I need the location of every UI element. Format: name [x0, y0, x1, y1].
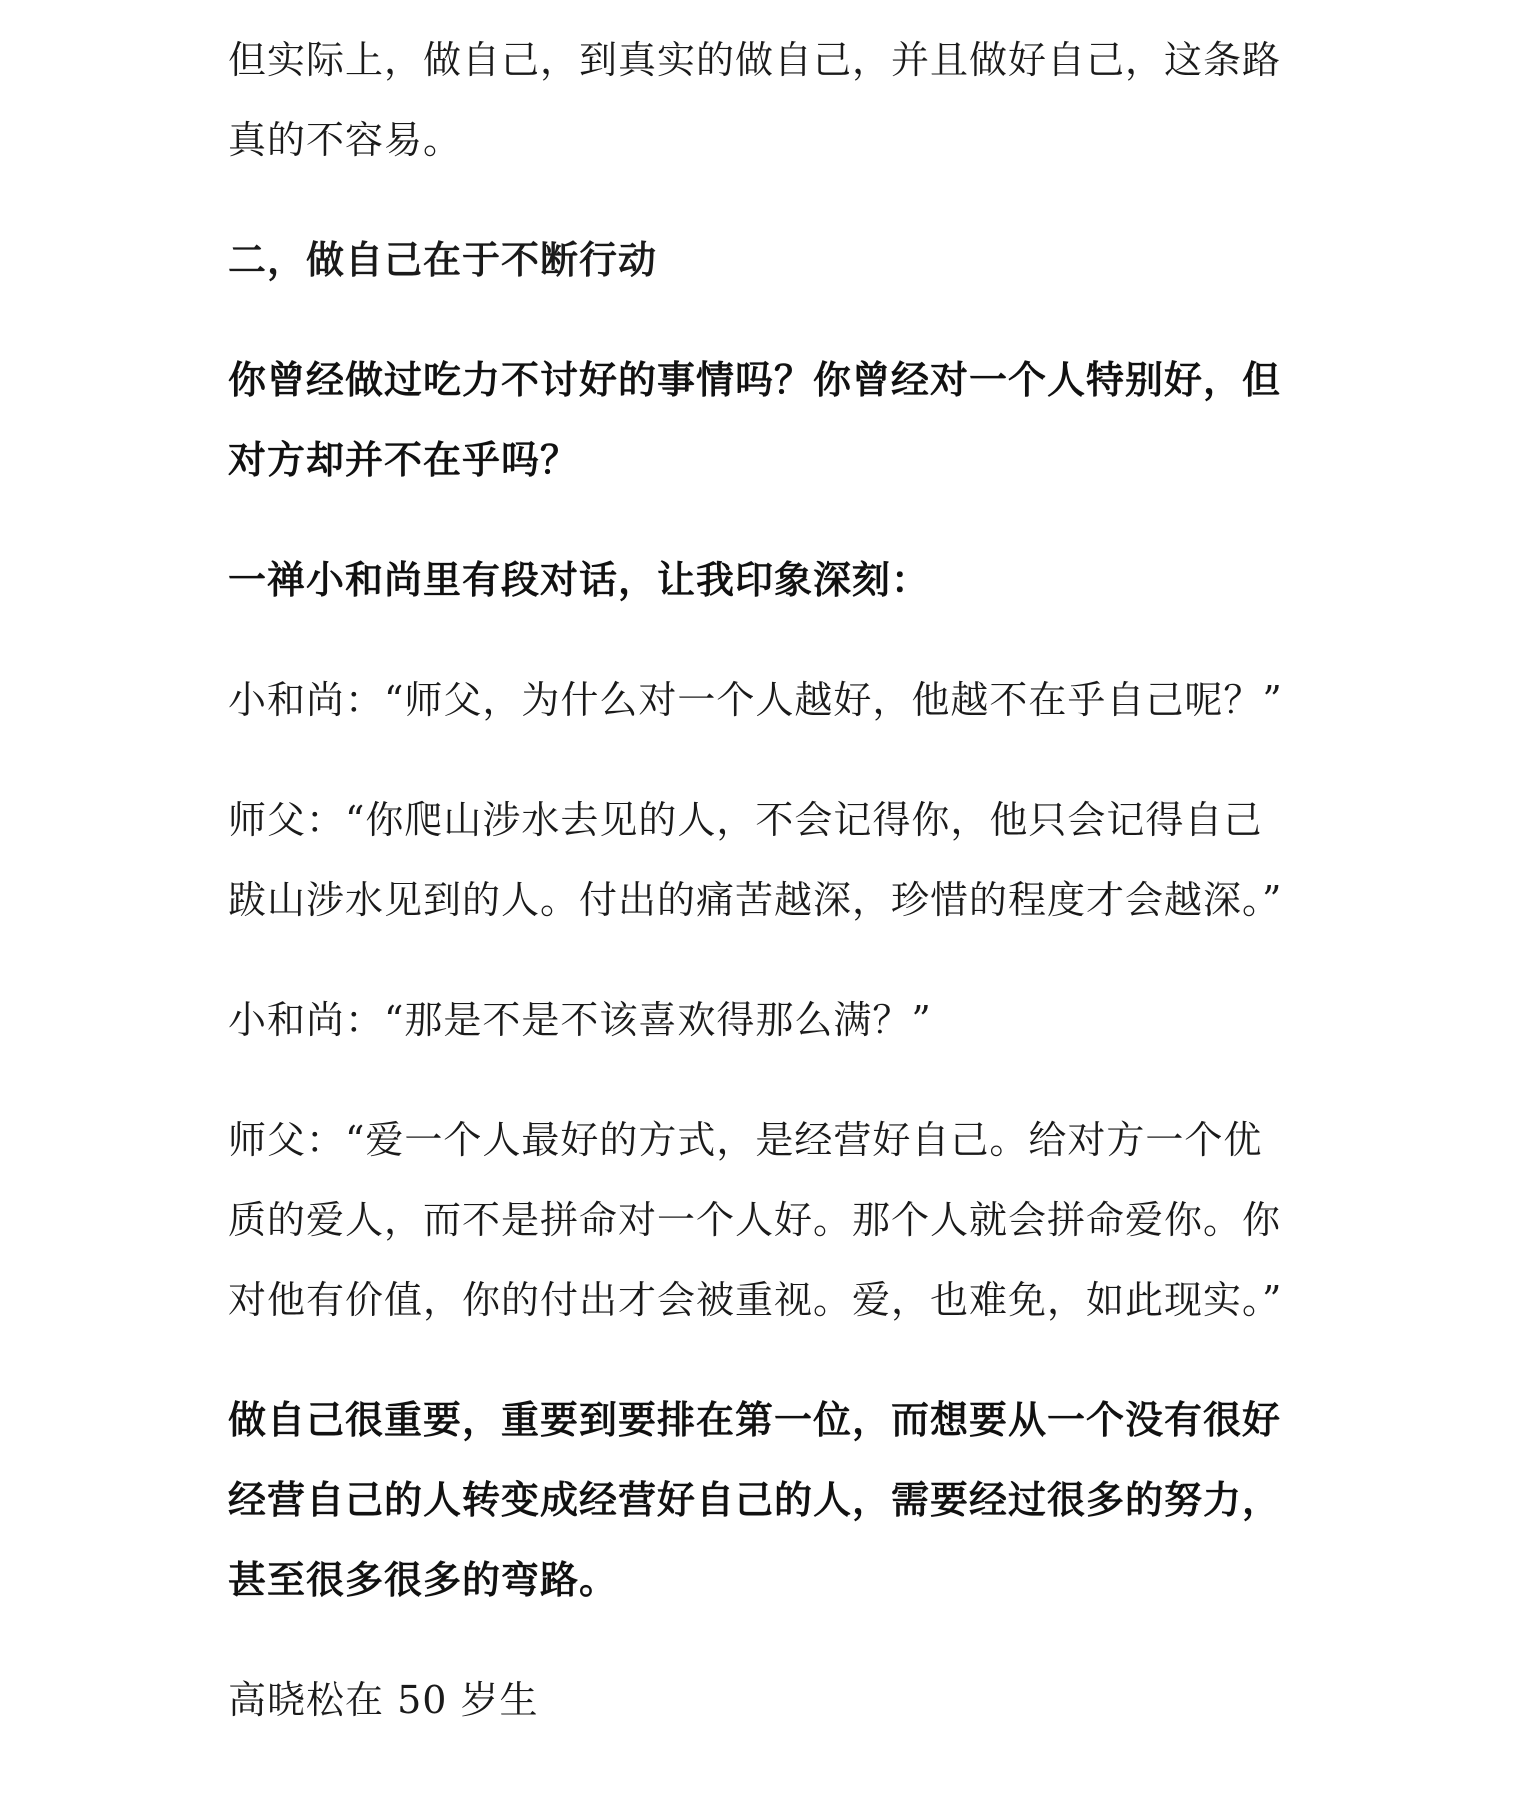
- paragraph: 但实际上，做自己，到真实的做自己，并且做好自己，这条路真的不容易。: [228, 38, 1282, 162]
- dialogue-line: 师父：“爱一个人最好的方式，是经营好自己。给对方一个优质的爱人，而不是拼命对一个人好。那个人就会拼命爱你。你对他有价值，你的付出才会被重视。爱，也难免，如此现实。”: [228, 1118, 1283, 1322]
- dialogue-line: 小和尚：“师父，为什么对一个人越好，他越不在乎自己呢？”: [228, 678, 1283, 722]
- dialogue-line: 师父：“你爬山涉水去见的人，不会记得你，他只会记得自己跋山涉水见到的人。付出的痛苦越深，珍惜的程度才会越深。”: [228, 798, 1283, 922]
- section-heading: 二，做自己在于不断行动: [228, 237, 658, 282]
- article-body: [228, 20, 1288, 1732]
- paragraph-bold: 一禅小和尚里有段对话，让我印象深刻：: [228, 557, 931, 602]
- paragraph-bold: 做自己很重要，重要到要排在第一位，而想要从一个没有很好经营自己的人转变成经营好自己的人，需要经过很多的努力，甚至很多很多的弯路。: [228, 1397, 1282, 1602]
- dialogue-line: 小和尚：“那是不是不该喜欢得那么满？”: [228, 998, 932, 1042]
- paragraph: 高晓松在 50 岁生: [228, 1678, 539, 1722]
- paragraph-bold: 你曾经做过吃力不讨好的事情吗？你曾经对一个人特别好，但对方却并不在乎吗？: [228, 357, 1282, 482]
- truncated-paragraph: [228, 1660, 1288, 1732]
